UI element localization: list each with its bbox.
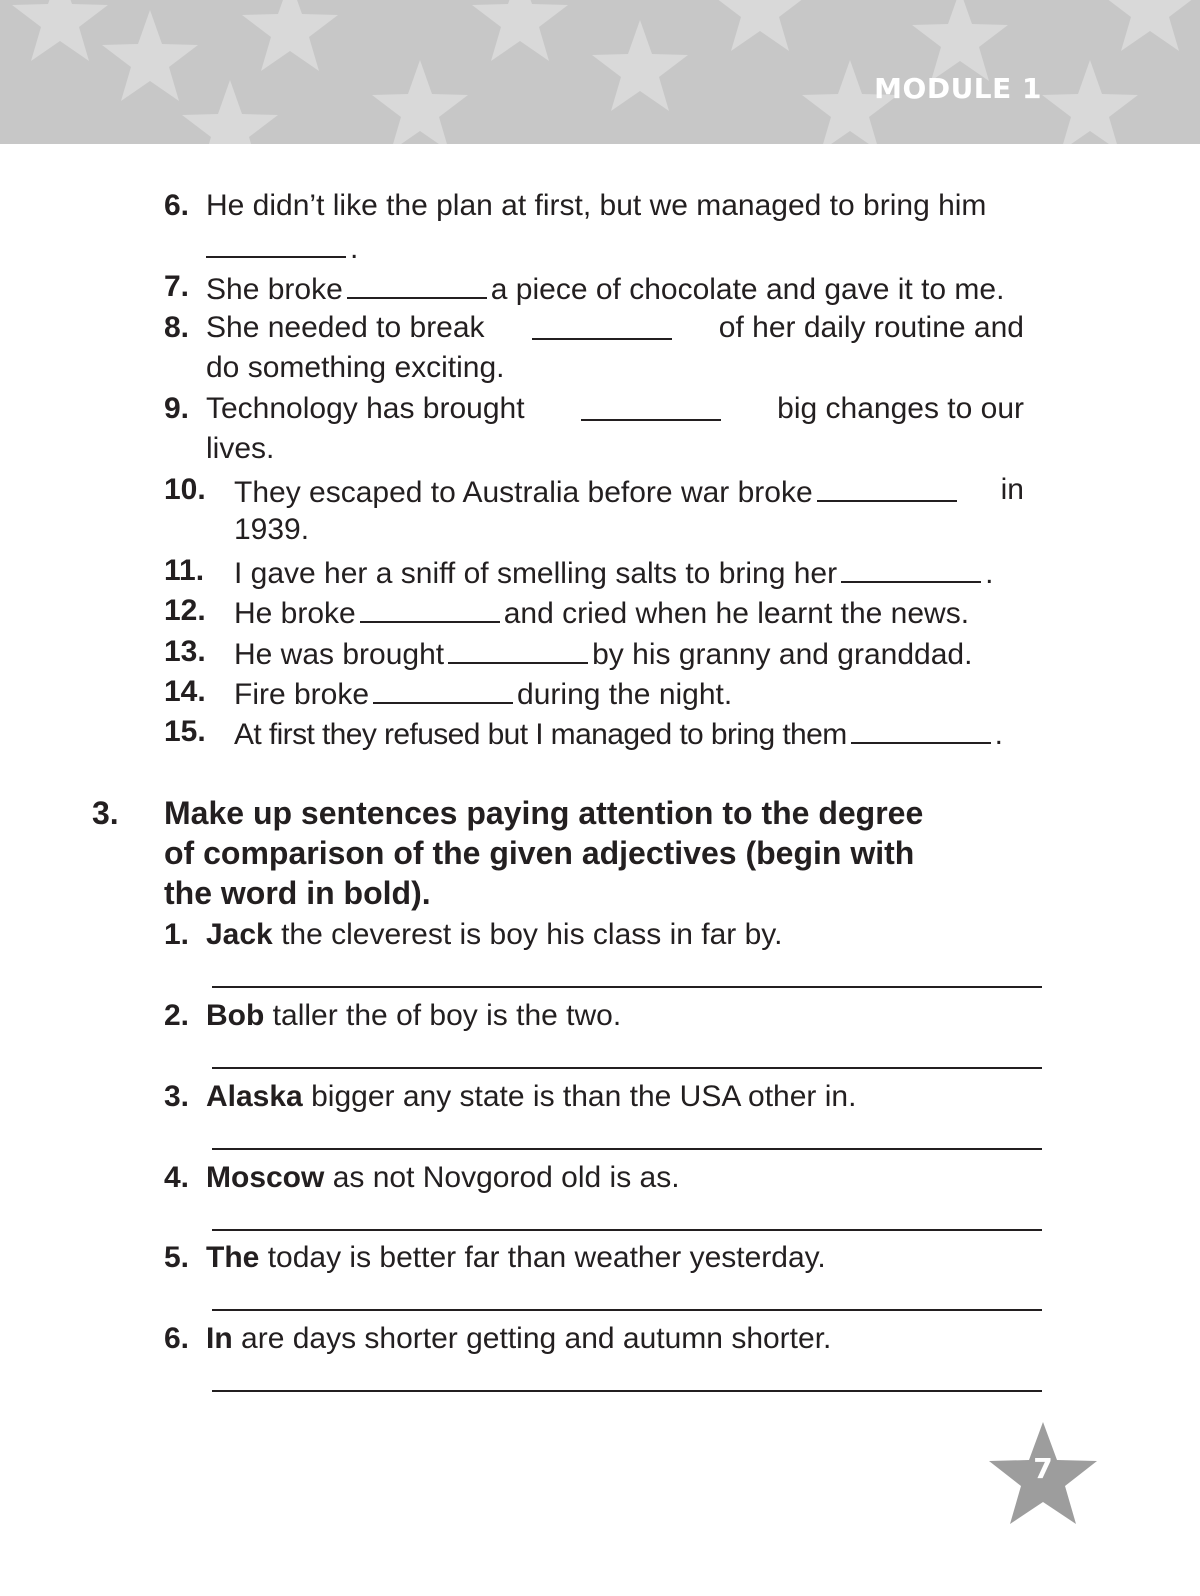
item-text: He didn’t like the plan at first, but we managed to bring him xyxy=(206,189,987,222)
bold-word: In xyxy=(206,1322,233,1355)
answer-line[interactable] xyxy=(212,1229,1042,1231)
item-number: 5. xyxy=(164,1241,190,1274)
item-text: They escaped to Australia before war broke xyxy=(234,476,813,509)
item-text: today is better far than weather yesterday. xyxy=(267,1241,826,1274)
item-number: 3. xyxy=(164,1080,190,1113)
item-text: do something exciting. xyxy=(206,351,505,384)
item-text: She broke xyxy=(206,273,343,306)
item-text: Technology has brought xyxy=(206,392,525,425)
item-text: lives. xyxy=(206,432,275,465)
answer-blank[interactable] xyxy=(851,712,991,744)
item-text: At first they refused but I managed to bring them xyxy=(234,718,847,751)
item-number: 8. xyxy=(164,311,190,344)
bold-word: Alaska xyxy=(206,1080,303,1113)
module-label: MODULE 1 xyxy=(874,72,1042,105)
item-number: 15. xyxy=(164,715,206,748)
item-number: 2. xyxy=(164,999,190,1032)
item-text: He broke xyxy=(234,597,356,630)
exercise-number: 3. xyxy=(92,795,119,831)
bold-word: Moscow xyxy=(206,1161,325,1194)
item-text: of her daily routine and xyxy=(718,311,1024,344)
bold-word: Jack xyxy=(206,918,273,951)
answer-blank[interactable] xyxy=(532,308,672,340)
item-text: a piece of chocolate and gave it to me. xyxy=(490,273,1005,306)
exercise-instruction-line: of comparison of the given adjectives (begin with xyxy=(164,835,915,871)
item-text: taller the of boy is the two. xyxy=(272,999,622,1032)
item-number: 6. xyxy=(164,1322,190,1355)
item-text: during the night. xyxy=(517,678,733,711)
bold-word: Bob xyxy=(206,999,265,1032)
item-text: are days shorter getting and autumn shorter. xyxy=(241,1322,832,1355)
item-text: in xyxy=(1000,473,1024,506)
page-number: 7 xyxy=(1033,1452,1053,1485)
answer-blank[interactable] xyxy=(360,591,500,623)
answer-line[interactable] xyxy=(212,986,1042,988)
item-text: 1939. xyxy=(234,513,310,546)
item-text: as not Novgorod old is as. xyxy=(332,1161,680,1194)
item-text: Fire broke xyxy=(234,678,370,711)
answer-blank[interactable] xyxy=(448,632,588,664)
item-text: I gave her a sniff of smelling salts to bring her xyxy=(234,557,838,590)
exercise-instruction-line: the word in bold). xyxy=(164,875,431,911)
answer-blank[interactable] xyxy=(347,267,487,299)
list-item-continuation xyxy=(206,226,358,269)
answer-blank[interactable] xyxy=(817,470,957,502)
answer-blank[interactable] xyxy=(206,226,346,258)
answer-line[interactable] xyxy=(212,1390,1042,1392)
exercise-instruction-line: Make up sentences paying attention to the degree xyxy=(164,795,924,831)
answer-blank[interactable] xyxy=(581,389,721,421)
item-text: bigger any state is than the USA other in. xyxy=(311,1080,857,1113)
item-number: 13. xyxy=(164,635,206,668)
item-number: 9. xyxy=(164,392,190,425)
item-number: 10. xyxy=(164,473,206,506)
answer-blank[interactable] xyxy=(841,551,981,583)
item-text: He was brought xyxy=(234,638,445,671)
item-number: 1. xyxy=(164,918,190,951)
answer-line[interactable] xyxy=(212,1067,1042,1069)
item-number: 6. xyxy=(164,189,190,222)
bold-word: The xyxy=(206,1241,260,1274)
item-text: . xyxy=(985,557,994,590)
item-text: and cried when he learnt the news. xyxy=(503,597,970,630)
answer-blank[interactable] xyxy=(373,672,513,704)
answer-line[interactable] xyxy=(212,1148,1042,1150)
item-number: 14. xyxy=(164,675,206,708)
item-text: She needed to break xyxy=(206,311,485,344)
answer-line[interactable] xyxy=(212,1309,1042,1311)
item-number: 7. xyxy=(164,270,190,303)
item-text: the cleverest is boy his class in far by. xyxy=(281,918,783,951)
item-text: . xyxy=(350,232,359,265)
item-text: by his granny and granddad. xyxy=(592,638,973,671)
item-text: . xyxy=(994,718,1003,751)
item-number: 12. xyxy=(164,594,206,627)
header-banner xyxy=(0,0,1200,144)
item-number: 11. xyxy=(164,554,205,587)
item-text: big changes to our xyxy=(777,392,1024,425)
item-number: 4. xyxy=(164,1161,190,1194)
